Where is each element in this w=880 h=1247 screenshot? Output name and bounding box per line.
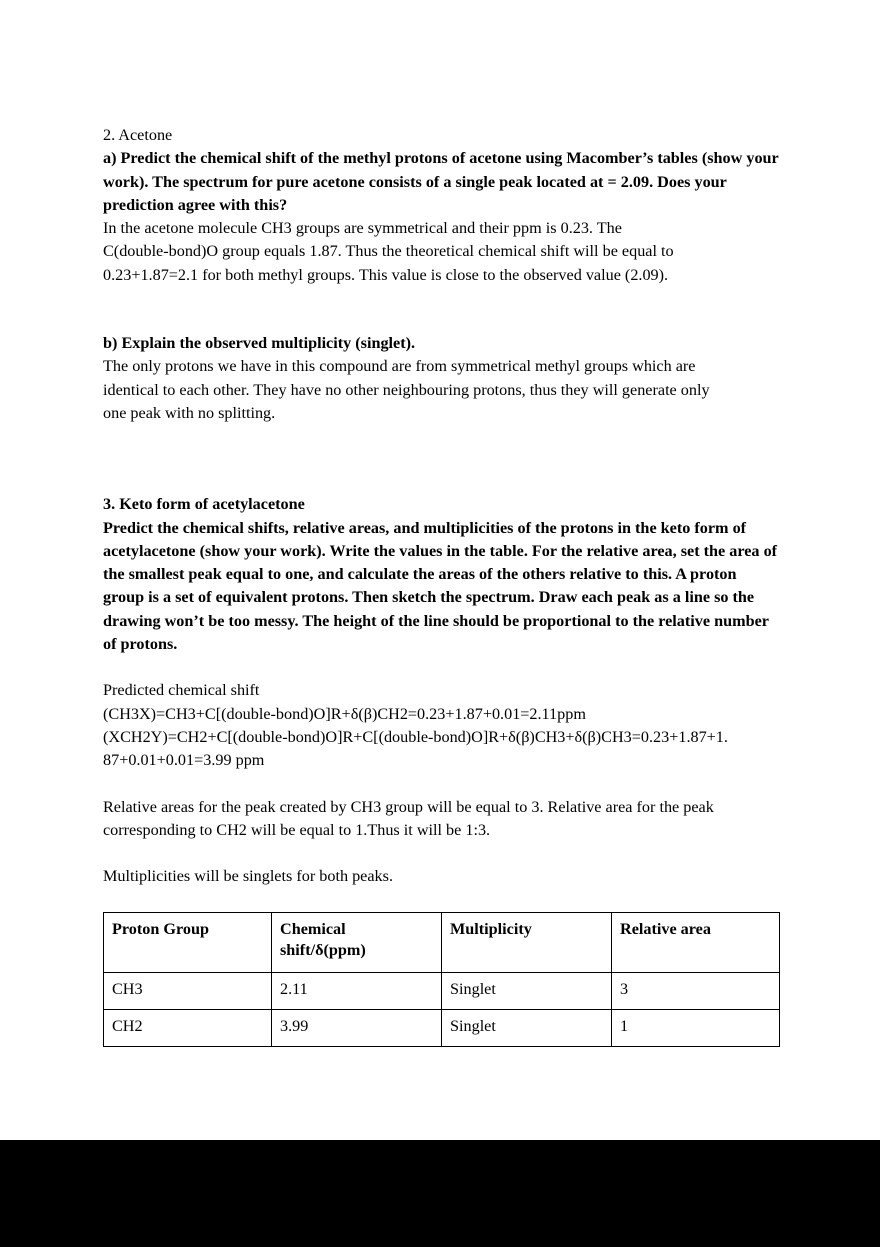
spacer [103, 425, 779, 470]
cell-multiplicity: Singlet [442, 973, 612, 1010]
cell-chemical-shift: 3.99 [272, 1010, 442, 1047]
answer-2b-line-3: one peak with no splitting. [103, 403, 276, 422]
spacer [103, 842, 779, 865]
spacer [103, 656, 779, 679]
table-header-chemical-shift-line-1: Chemical [280, 920, 346, 939]
table-header-row [104, 913, 780, 973]
table-header-multiplicity: Multiplicity [442, 913, 612, 973]
multiplicity-line: Multiplicities will be singlets for both peaks. [103, 867, 393, 886]
table-row [104, 1010, 780, 1047]
table-header-proton-group: Proton Group [104, 913, 272, 973]
table-row [104, 973, 780, 1010]
answer-2a-line-2: C(double-bond)O group equals 1.87. Thus the theoretical chemical shift will be equal to [103, 242, 674, 261]
spacer [103, 773, 779, 796]
table-header-relative-area: Relative area [612, 913, 780, 973]
section-2-heading: 2. Acetone [103, 126, 173, 144]
cell-proton-group: CH2 [104, 1010, 272, 1047]
answer-2a-line-1: In the acetone molecule CH3 groups are symmetrical and their ppm is 0.23. The [103, 219, 622, 238]
question-2b: b) Explain the observed multiplicity (singlet). [103, 334, 416, 353]
cell-chemical-shift: 2.11 [272, 973, 442, 1010]
answer-2b-line-2: identical to each other. They have no other neighbouring protons, thus they will generate only [103, 380, 710, 399]
spacer [103, 470, 779, 493]
spacer [103, 287, 779, 332]
table-header-chemical-shift-line-2: shift/δ(ppm) [280, 941, 366, 960]
cell-relative-area: 1 [612, 1010, 780, 1047]
work-line-3: 87+0.01+0.01=3.99 ppm [103, 751, 265, 770]
relative-areas-line-1: Relative areas for the peak created by CH3 group will be equal to 3. Relative area for the peak [103, 797, 714, 816]
work-label: Predicted chemical shift [103, 681, 260, 700]
answer-2a-line-3: 0.23+1.87=2.1 for both methyl groups. This value is close to the observed value (2.09). [103, 265, 669, 284]
document-content [103, 124, 779, 1047]
cell-multiplicity: Singlet [442, 1010, 612, 1047]
bottom-letterbox-bar [0, 1140, 880, 1247]
question-3: Predict the chemical shifts, relative areas, and multiplicities of the protons in the keto form of acetylacetone (show your work). Write the values in the table. For the relative area, set the area of the smallest peak equal to one, and calculate the areas of the others relative to this. A proton group is a set of equivalent protons. Then sketch the spectrum. Draw each peak as a line so the drawing won’t be too messy. The height of the line should be proportional to the relative number of protons. [103, 518, 778, 654]
cell-relative-area: 3 [612, 973, 780, 1010]
section-3-heading: 3. Keto form of acetylacetone [103, 495, 305, 514]
table-header-chemical-shift [272, 913, 442, 973]
answer-2b-line-1: The only protons we have in this compound are from symmetrical methyl groups which are [103, 357, 696, 376]
cell-proton-group: CH3 [104, 973, 272, 1010]
results-table [103, 912, 780, 1047]
work-line-1: (CH3X)=CH3+C[(double-bond)O]R+δ(β)CH2=0.23+1.87+0.01=2.11ppm [103, 704, 586, 723]
question-2a: a) Predict the chemical shift of the methyl protons of acetone using Macomber’s tables (show your work). The spectrum for pure acetone consists of a single peak located at = 2.09. Does your prediction agree with this? [103, 149, 779, 214]
relative-areas-line-2: corresponding to CH2 will be equal to 1.Thus it will be 1:3. [103, 820, 491, 839]
work-line-2: (XCH2Y)=CH2+C[(double-bond)O]R+C[(double-bond)O]R+δ(β)CH3+δ(β)CH3=0.23+1.87+1. [103, 727, 728, 746]
